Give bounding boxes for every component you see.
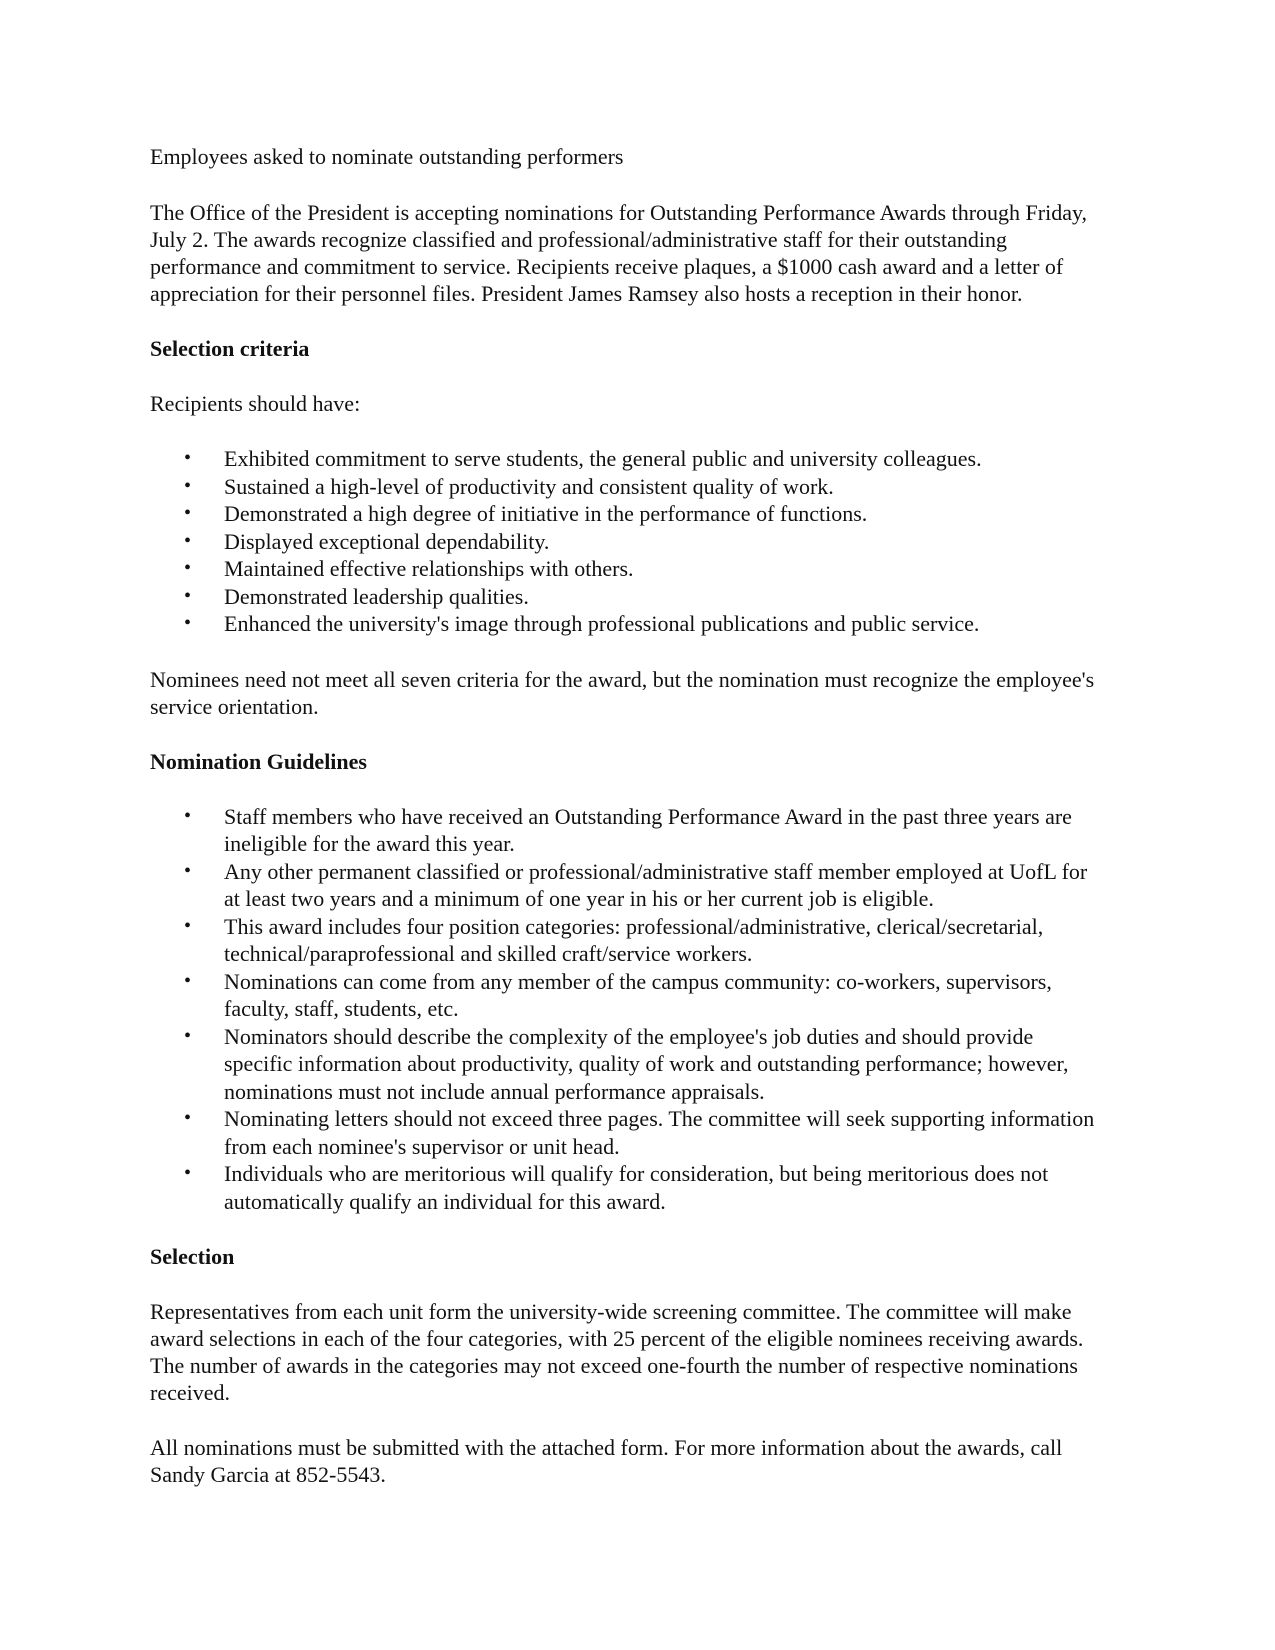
document-title: Employees asked to nominate outstanding performers	[150, 144, 624, 169]
nomination-guidelines-list	[150, 803, 1095, 1216]
list-item: • Nominating letters should not exceed three pages. The committee will seek supporting information from each nominee's supervisor or unit head.	[150, 1105, 1095, 1160]
selection-heading: Selection	[150, 1244, 235, 1269]
list-item: • Maintained effective relationships with others.	[150, 555, 1095, 583]
selection-criteria-lead: Recipients should have:	[150, 391, 361, 416]
list-item: • Staff members who have received an Outstanding Performance Award in the past three years are ineligible for the award this year.	[150, 803, 1095, 858]
list-item: • Enhanced the university's image through professional publications and public service.	[150, 610, 1095, 638]
selection-paragraph: Representatives from each unit form the university-wide screening committee. The committee will make award selections in each of the four categories, with 25 percent of the eligible nominees receiving awards. The number of awards in the categories may not exceed one-fourth the number of respective nominations received.	[150, 1299, 1084, 1405]
list-item: • Sustained a high-level of productivity and consistent quality of work.	[150, 473, 1095, 501]
selection-criteria-list	[150, 445, 1095, 638]
list-item: • This award includes four position categories: professional/administrative, clerical/secretarial, technical/paraprofessional and skilled craft/service workers.	[150, 913, 1095, 968]
list-item: • Demonstrated leadership qualities.	[150, 583, 1095, 611]
list-item: • Demonstrated a high degree of initiative in the performance of functions.	[150, 500, 1095, 528]
selection-criteria-note: Nominees need not meet all seven criteria for the award, but the nomination must recognize the employee's service orientation.	[150, 666, 1095, 719]
list-item: • Displayed exceptional dependability.	[150, 528, 1095, 556]
intro-paragraph: The Office of the President is accepting nominations for Outstanding Performance Awards through Friday, July 2. The awards recognize classified and professional/administrative staff for their outstanding performance and commitment to service. Recipients receive plaques, a $1000 cash award and a letter of appreciation for their personnel files. President James Ramsey also hosts a reception in their honor.	[150, 200, 1088, 306]
list-item: • Exhibited commitment to serve students, the general public and university colleagues.	[150, 445, 1095, 473]
closing-paragraph: All nominations must be submitted with the attached form. For more information about the awards, call Sandy Garcia at 852-5543.	[150, 1435, 1063, 1487]
list-item: • Nominators should describe the complexity of the employee's job duties and should provide specific information about productivity, quality of work and outstanding performance; however, nominations must not include annual performance appraisals.	[150, 1023, 1095, 1106]
list-item: • Individuals who are meritorious will qualify for consideration, but being meritorious does not automatically qualify an individual for this award.	[150, 1160, 1095, 1215]
selection-criteria-heading: Selection criteria	[150, 336, 310, 361]
list-item: • Any other permanent classified or professional/administrative staff member employed at UofL for at least two years and a minimum of one year in his or her current job is eligible.	[150, 858, 1095, 913]
nomination-guidelines-heading: Nomination Guidelines	[150, 748, 367, 774]
list-item: • Nominations can come from any member of the campus community: co-workers, supervisors, faculty, staff, students, etc.	[150, 968, 1095, 1023]
